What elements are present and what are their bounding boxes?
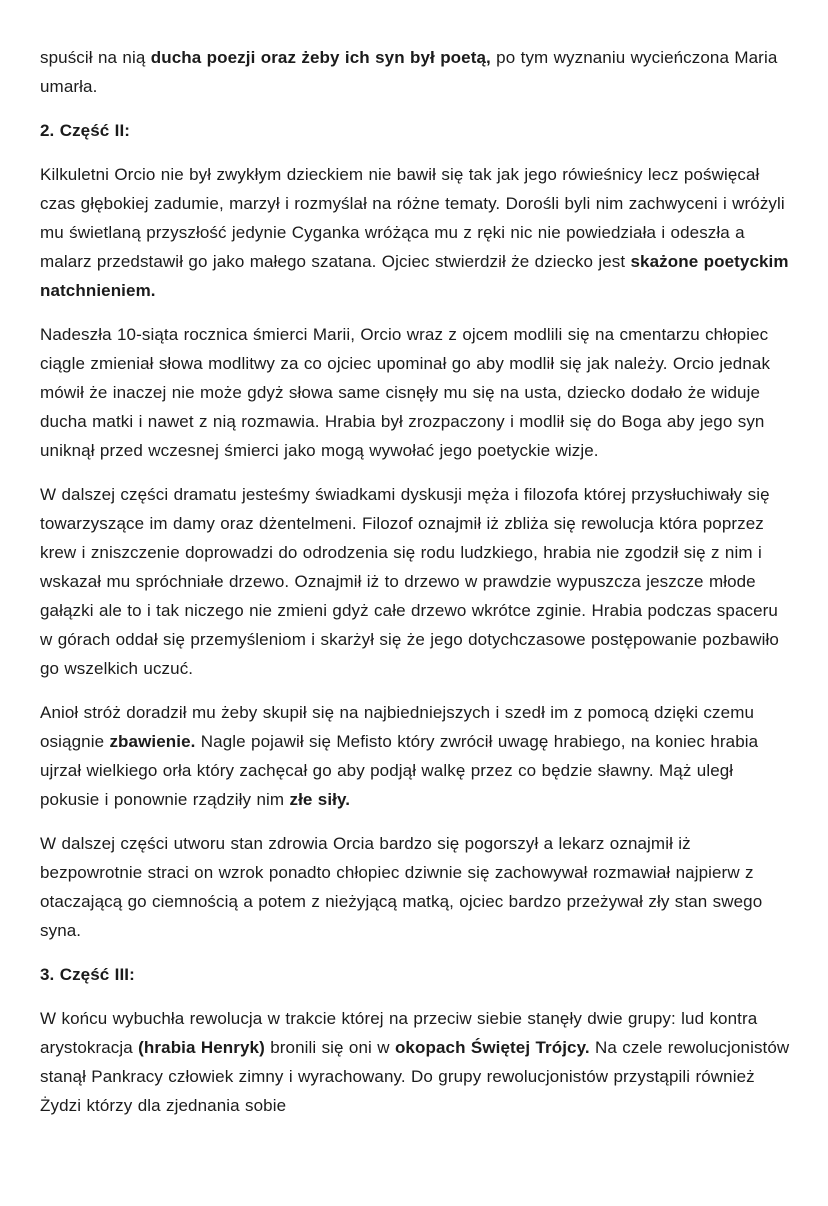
section-heading xyxy=(40,116,790,145)
text-run: W dalszej części utworu stan zdrowia Orcia bardzo się pogorszył a lekarz oznajmił iż bezpowrotnie straci on wzrok ponadto chłopiec dziwnie się zachowywał rozmawiał najpierw z otaczającą go ciemnością a potem z nieżyjącą matką, ojciec bardzo przeżywał zły stan swego syna. xyxy=(40,834,763,940)
paragraph xyxy=(40,320,790,465)
paragraph xyxy=(40,698,790,814)
bold-text-run: (hrabia Henryk) xyxy=(138,1038,265,1057)
bold-text-run: zbawienie. xyxy=(109,732,196,751)
paragraph xyxy=(40,43,790,101)
text-run: Nagle pojawił się Mefisto który zwrócił uwagę hrabiego, na koniec hrabia ujrzał wielkiego orła który zachęcał go aby podjął walkę przez co będzie sławny. Mąż uległ pokusie i ponownie rządziły nim xyxy=(40,732,759,809)
paragraph xyxy=(40,829,790,945)
text-run: Kilkuletni Orcio nie był zwykłym dzieckiem nie bawił się tak jak jego rówieśnicy lecz poświęcał czas głębokiej zadumie, marzył i rozmyślał na różne tematy. Dorośli byli nim zachwyceni i wróżyli mu świetlaną przyszłość jedynie Cyganka wróżąca mu z ręki nic nie powiedziała i odeszła a malarz przedstawił go jako małego szatana. Ojciec stwierdził że dziecko jest xyxy=(40,165,785,271)
text-run: bronili się oni w xyxy=(264,1038,395,1057)
text-run: Na czele rewolucjonistów stanął Pankracy człowiek zimny i wyrachowany. Do grupy rewolucjonistów przystąpili również Żydzi którzy dla zjednania sobie xyxy=(40,1038,790,1115)
text-run: Nadeszła 10-siąta rocznica śmierci Marii, Orcio wraz z ojcem modlili się na cmentarzu chłopiec ciągle zmieniał słowa modlitwy za co ojciec upominał go aby modlił się jak należy. Orcio jednak mówił że inaczej nie może gdyż słowa same cisnęły mu się na usta, dziecko dodało że widuje ducha matki i nawet z nią rozmawia. Hrabia był zrozpaczony i modlił się do Boga aby jego syn uniknął przed wczesnej śmierci jako mogą wywołać jego poetyckie wizje. xyxy=(40,325,771,460)
text-run: Anioł stróż doradził mu żeby skupił się na najbiedniejszych i szedł im z pomocą dzięki czemu osiągnie xyxy=(40,703,755,751)
bold-text-run: 3. Część III: xyxy=(40,965,135,984)
bold-text-run: ducha poezji oraz żeby ich syn był poetą, xyxy=(150,48,491,67)
bold-text-run: skażone poetyckim natchnieniem. xyxy=(40,252,789,300)
paragraph xyxy=(40,1004,790,1120)
text-run: spuścił na nią xyxy=(40,48,151,67)
text-run: W końcu wybuchła rewolucja w trakcie której na przeciw siebie stanęły dwie grupy: lud kontra arystokracja xyxy=(40,1009,758,1057)
bold-text-run: 2. Część II: xyxy=(40,121,131,140)
section-heading xyxy=(40,960,790,989)
bold-text-run: złe siły. xyxy=(289,790,351,809)
bold-text-run: okopach Świętej Trójcy. xyxy=(394,1038,590,1057)
paragraph xyxy=(40,160,790,305)
text-run: W dalszej części dramatu jesteśmy świadkami dyskusji męża i filozofa której przysłuchiwały się towarzyszące im damy oraz dżentelmeni. Filozof oznajmił iż zbliża się rewolucja która poprzez krew i zniszczenie doprowadzi do odrodzenia się rodu ludzkiego, hrabia nie zgodził się z nim i wskazał mu spróchniałe drzewo. Oznajmił iż to drzewo w prawdzie wypuszcza jeszcze młode gałązki ale to i tak niczego nie zmieni gdyż całe drzewo wkrótce zginie. Hrabia podczas spaceru w górach oddał się przemyśleniom i skarżył się że jego dotychczasowe postępowanie pozbawiło go wszelkich uczuć. xyxy=(40,485,779,678)
text-run: po tym wyznaniu wycieńczona Maria umarła. xyxy=(40,48,778,96)
paragraph xyxy=(40,480,790,683)
